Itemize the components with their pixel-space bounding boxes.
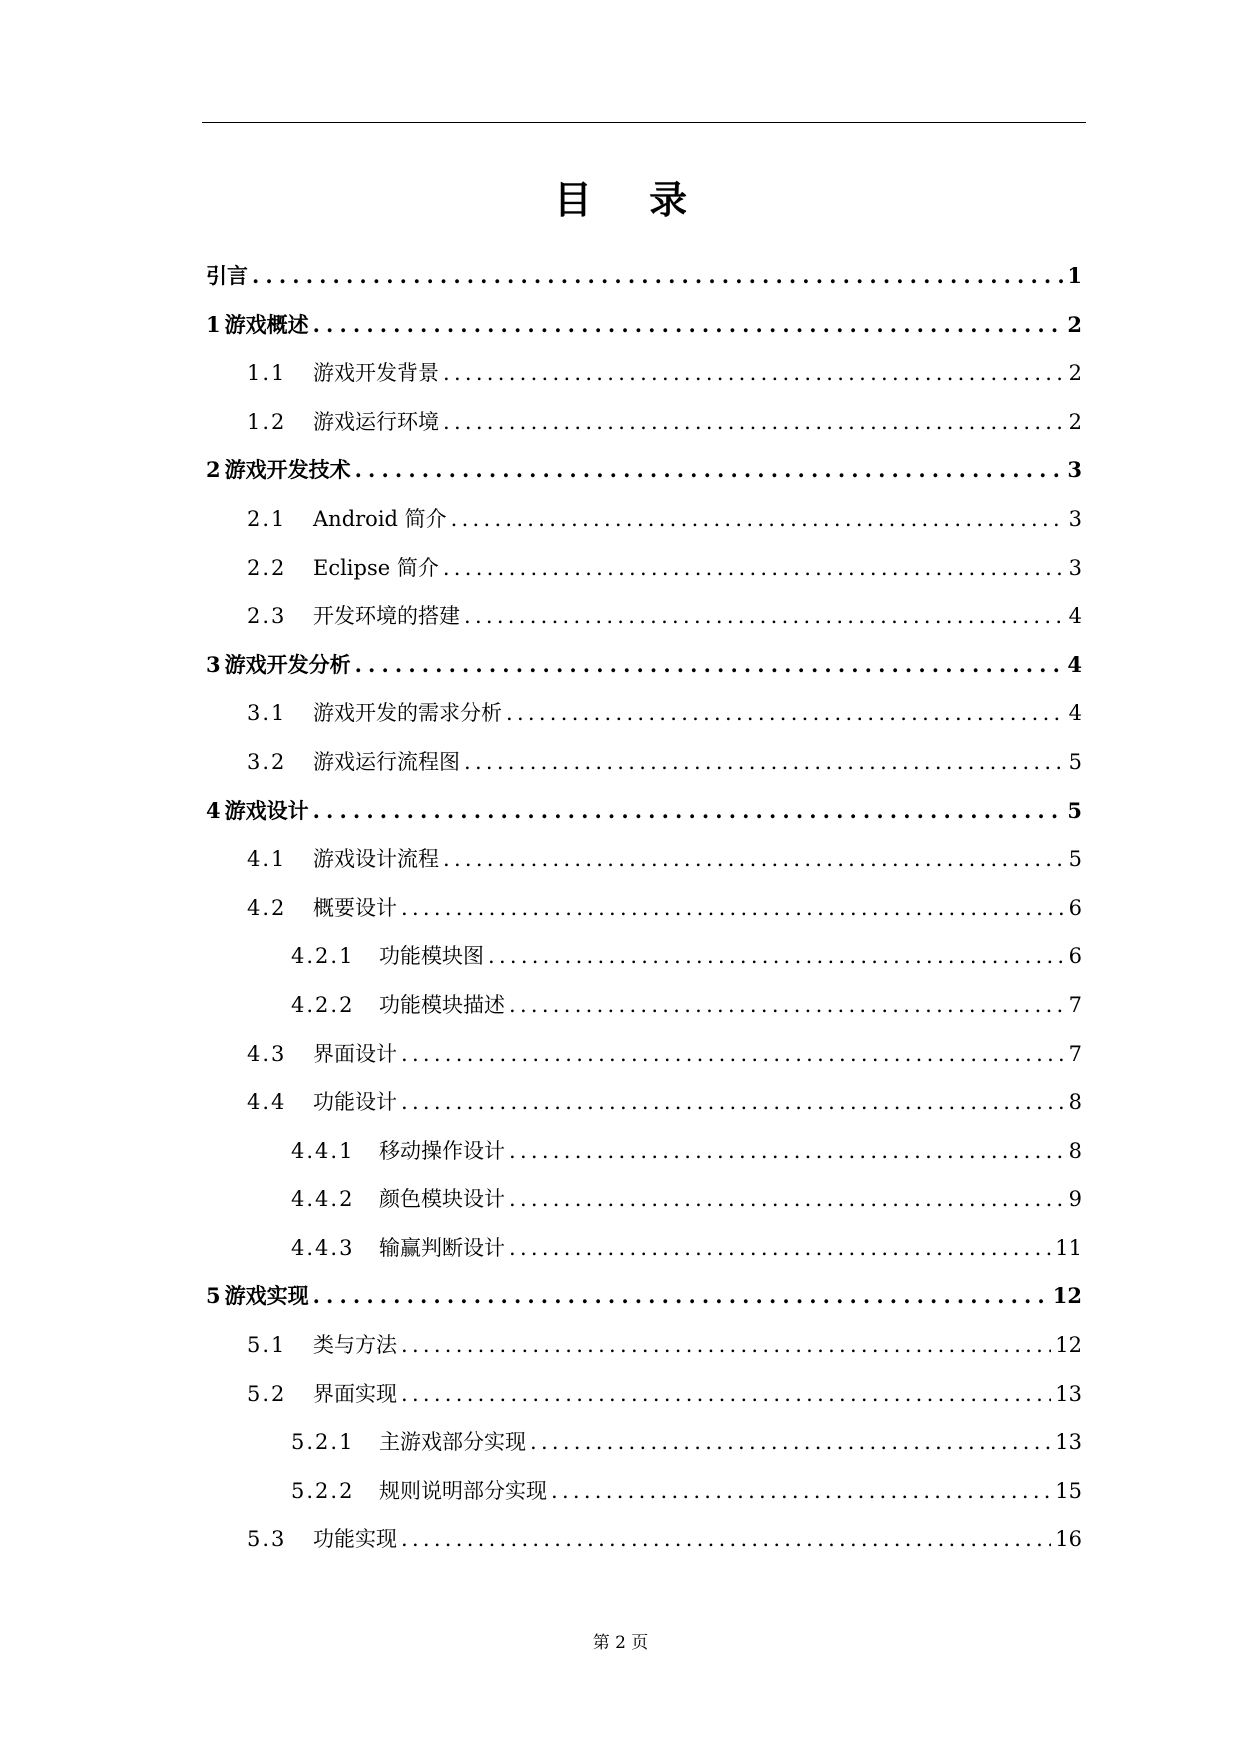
toc-entry-title: 功能设计	[313, 1090, 397, 1115]
toc-entry-page-number: 13	[1055, 1430, 1082, 1455]
toc-entry-page-number: 4	[1068, 701, 1082, 726]
toc-entry-number: 2.3	[247, 604, 287, 629]
toc-dot-leader	[464, 592, 1064, 641]
toc-entry-page-number: 16	[1055, 1527, 1082, 1552]
toc-dot-leader	[509, 981, 1064, 1030]
toc-entry[interactable]	[202, 689, 1082, 738]
toc-dot-leader	[355, 641, 1064, 690]
toc-entry-number: 1.2	[247, 409, 287, 434]
toc-entry-number: 2.1	[247, 506, 287, 531]
toc-entry-title: 功能模块描述	[379, 992, 505, 1017]
toc-entry-title: 输赢判断设计	[379, 1235, 505, 1260]
toc-entry-title: 游戏开发背景	[313, 361, 439, 386]
toc-entry[interactable]	[202, 495, 1082, 544]
toc-entry[interactable]	[202, 592, 1082, 641]
toc-dot-leader	[443, 544, 1064, 593]
toc-entry-title: 游戏运行流程图	[313, 749, 460, 774]
toc-dot-leader	[313, 301, 1064, 350]
toc-entry-page-number: 13	[1055, 1381, 1082, 1406]
toc-entry-number: 5.2.1	[291, 1430, 355, 1455]
toc-entry-title: 类与方法	[313, 1333, 397, 1358]
toc-entry-page-number: 2	[1068, 409, 1082, 434]
toc-dot-leader	[451, 495, 1064, 544]
toc-entry[interactable]	[202, 446, 1082, 495]
toc-entry-page-number: 6	[1068, 895, 1082, 920]
toc-entry[interactable]	[202, 349, 1082, 398]
toc-dot-leader	[506, 689, 1064, 738]
page-title: 目 录	[553, 177, 710, 222]
toc-dot-leader	[443, 398, 1064, 447]
toc-entry-title: 游戏概述	[224, 311, 309, 337]
toc-entry-title: 游戏开发分析	[224, 651, 351, 677]
toc-entry-page-number: 1	[1067, 263, 1082, 288]
table-of-contents	[202, 252, 1082, 1564]
toc-entry-page-number: 4	[1068, 604, 1082, 629]
toc-entry-title: Android 简介	[313, 506, 447, 531]
toc-entry-number: 1	[206, 311, 221, 337]
toc-entry[interactable]	[202, 884, 1082, 933]
toc-entry-page-number: 15	[1055, 1478, 1082, 1503]
toc-dot-leader	[401, 884, 1064, 933]
toc-entry[interactable]	[202, 1515, 1082, 1564]
toc-entry[interactable]	[202, 641, 1082, 690]
toc-entry[interactable]	[202, 1175, 1082, 1224]
toc-entry-title: 概要设计	[313, 895, 397, 920]
toc-entry[interactable]	[202, 1272, 1082, 1321]
toc-entry[interactable]	[202, 1321, 1082, 1370]
toc-entry-number: 4.1	[247, 847, 287, 872]
toc-entry-page-number: 11	[1055, 1235, 1082, 1260]
toc-entry-page-number: 6	[1068, 944, 1082, 969]
toc-entry-page-number: 3	[1068, 555, 1082, 580]
toc-entry-number: 4.2.2	[291, 992, 355, 1017]
toc-entry-page-number: 4	[1067, 651, 1082, 677]
toc-entry-title: 游戏开发的需求分析	[313, 701, 502, 726]
toc-dot-leader	[313, 787, 1064, 836]
toc-dot-leader	[401, 1321, 1051, 1370]
toc-entry-title: 界面设计	[313, 1041, 397, 1066]
toc-entry-title: 游戏实现	[224, 1283, 309, 1309]
toc-entry[interactable]	[202, 398, 1082, 447]
toc-entry-page-number: 5	[1068, 749, 1082, 774]
toc-entry-number: 2.2	[247, 555, 287, 580]
toc-dot-leader	[252, 252, 1063, 301]
toc-entry-page-number: 2	[1067, 311, 1082, 337]
toc-dot-leader	[530, 1418, 1051, 1467]
toc-entry-number: 4.4.3	[291, 1235, 355, 1260]
toc-dot-leader	[401, 1515, 1051, 1564]
toc-entry-title: 游戏设计流程	[313, 847, 439, 872]
toc-entry[interactable]	[202, 1030, 1082, 1079]
toc-entry-title: 功能模块图	[379, 944, 484, 969]
toc-entry[interactable]	[202, 1078, 1082, 1127]
toc-dot-leader	[313, 1272, 1049, 1321]
toc-entry[interactable]	[202, 1418, 1082, 1467]
toc-entry[interactable]	[202, 544, 1082, 593]
toc-entry-page-number: 7	[1068, 992, 1082, 1017]
toc-entry[interactable]	[202, 1370, 1082, 1419]
toc-entry[interactable]	[202, 981, 1082, 1030]
toc-dot-leader	[509, 1175, 1064, 1224]
toc-entry[interactable]	[202, 835, 1082, 884]
toc-entry-title: 主游戏部分实现	[379, 1430, 526, 1455]
toc-entry-title: 游戏设计	[224, 797, 309, 823]
toc-entry[interactable]	[202, 252, 1082, 301]
toc-entry[interactable]	[202, 301, 1082, 350]
toc-entry-number: 5.1	[247, 1333, 287, 1358]
toc-entry-title: 游戏运行环境	[313, 409, 439, 434]
toc-entry-number: 4.4.2	[291, 1187, 355, 1212]
toc-entry-page-number: 2	[1068, 361, 1082, 386]
toc-entry-number: 3.2	[247, 749, 287, 774]
toc-entry[interactable]	[202, 1467, 1082, 1516]
toc-entry-title: 颜色模块设计	[379, 1187, 505, 1212]
toc-dot-leader	[355, 446, 1064, 495]
toc-entry-page-number: 7	[1068, 1041, 1082, 1066]
toc-entry[interactable]	[202, 1127, 1082, 1176]
toc-entry[interactable]	[202, 787, 1082, 836]
toc-dot-leader	[551, 1467, 1051, 1516]
toc-dot-leader	[488, 932, 1064, 981]
toc-entry-title: 规则说明部分实现	[379, 1478, 547, 1503]
toc-entry-page-number: 8	[1068, 1090, 1082, 1115]
toc-entry-number: 3	[206, 651, 221, 677]
toc-dot-leader	[443, 835, 1064, 884]
toc-entry-page-number: 8	[1068, 1138, 1082, 1163]
toc-entry-number: 4	[206, 797, 221, 823]
toc-entry-number: 4.4.1	[291, 1138, 355, 1163]
toc-entry-number: 2	[206, 457, 221, 483]
toc-dot-leader	[443, 349, 1064, 398]
toc-dot-leader	[509, 1224, 1051, 1273]
toc-entry-page-number: 12	[1055, 1333, 1082, 1358]
toc-entry-page-number: 12	[1052, 1283, 1082, 1309]
toc-entry-title: 游戏开发技术	[224, 457, 351, 483]
toc-entry-title: 引言	[206, 263, 248, 288]
toc-entry-number: 1.1	[247, 361, 287, 386]
toc-dot-leader	[401, 1030, 1064, 1079]
toc-dot-leader	[401, 1370, 1051, 1419]
page-footer: 第 2 页	[592, 1633, 649, 1653]
toc-dot-leader	[401, 1078, 1064, 1127]
toc-entry-page-number: 3	[1068, 506, 1082, 531]
toc-entry-number: 4.4	[247, 1090, 287, 1115]
toc-entry-number: 5.3	[247, 1527, 287, 1552]
toc-entry-title: 移动操作设计	[379, 1138, 505, 1163]
toc-entry-page-number: 9	[1068, 1187, 1082, 1212]
toc-entry-page-number: 5	[1068, 847, 1082, 872]
toc-entry-number: 4.2	[247, 895, 287, 920]
toc-entry-title: 开发环境的搭建	[313, 604, 460, 629]
toc-entry-page-number: 5	[1067, 797, 1082, 823]
toc-entry-title: 功能实现	[313, 1527, 397, 1552]
toc-entry-number: 5	[206, 1283, 221, 1309]
header-rule	[202, 122, 1086, 123]
toc-entry-page-number: 3	[1067, 457, 1082, 483]
toc-entry-number: 4.3	[247, 1041, 287, 1066]
toc-entry-title: Eclipse 简介	[313, 555, 439, 580]
toc-entry-title: 界面实现	[313, 1381, 397, 1406]
toc-entry-number: 4.2.1	[291, 944, 355, 969]
toc-dot-leader	[464, 738, 1064, 787]
toc-entry-number: 3.1	[247, 701, 287, 726]
toc-entry[interactable]	[202, 932, 1082, 981]
toc-entry[interactable]	[202, 1224, 1082, 1273]
toc-entry-number: 5.2.2	[291, 1478, 355, 1503]
toc-dot-leader	[509, 1127, 1064, 1176]
toc-entry-number: 5.2	[247, 1381, 287, 1406]
toc-entry[interactable]	[202, 738, 1082, 787]
